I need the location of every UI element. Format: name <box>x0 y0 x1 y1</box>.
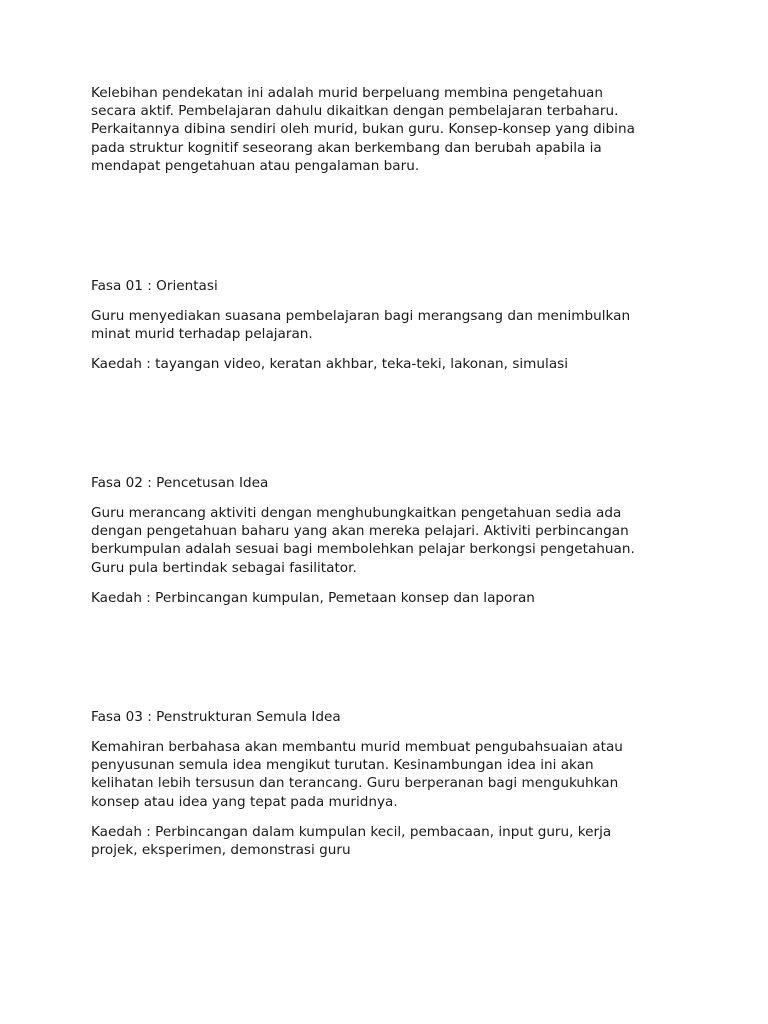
phase-2-method: Kaedah : Perbincangan kumpulan, Pemetaan konsep dan laporan <box>91 590 535 606</box>
phase-2-body: Guru merancang aktiviti dengan menghubungkaitkan pengetahuan sedia ada dengan pengetahuan baharu yang akan mereka pelajari. Aktiviti perbincangan berkumpulan adalah sesuai bagi membolehkan pelajar berkongsi pengetahuan. Guru pula bertindak sebagai fasilitator. <box>91 505 635 576</box>
phase-2-heading: Fasa 02 : Pencetusan Idea <box>91 475 269 491</box>
phase-3-body: Kemahiran berbahasa akan membantu murid membuat pengubahsuaian atau penyusunan semula idea mengikut turutan. Kesinambungan idea ini akan kelihatan lebih tersusun dan terancang. Guru berperanan bagi mengukuhkan konsep atau idea yang tepat pada muridnya. <box>91 739 623 810</box>
phase-3-heading: Fasa 03 : Penstrukturan Semula Idea <box>91 709 341 725</box>
intro-paragraph: Kelebihan pendekatan ini adalah murid berpeluang membina pengetahuan secara aktif. Pembelajaran dahulu dikaitkan dengan pembelajaran terbaharu. Perkaitannya dibina sendiri oleh murid, bukan guru. Konsep-konsep yang dibina pada struktur kognitif seseorang akan berkembang dan berubah apabila ia mendapat pengetahuan atau pengalaman baru. <box>91 85 635 174</box>
phase-1-heading: Fasa 01 : Orientasi <box>91 278 218 294</box>
phase-1-body: Guru menyediakan suasana pembelajaran bagi merangsang dan menimbulkan minat murid terhadap pelajaran. <box>91 308 631 343</box>
phase-1-method: Kaedah : tayangan video, keratan akhbar, teka-teki, lakonan, simulasi <box>91 356 569 372</box>
phase-3-method: Kaedah : Perbincangan dalam kumpulan kecil, pembacaan, input guru, kerja projek, eksperimen, demonstrasi guru <box>91 824 612 859</box>
